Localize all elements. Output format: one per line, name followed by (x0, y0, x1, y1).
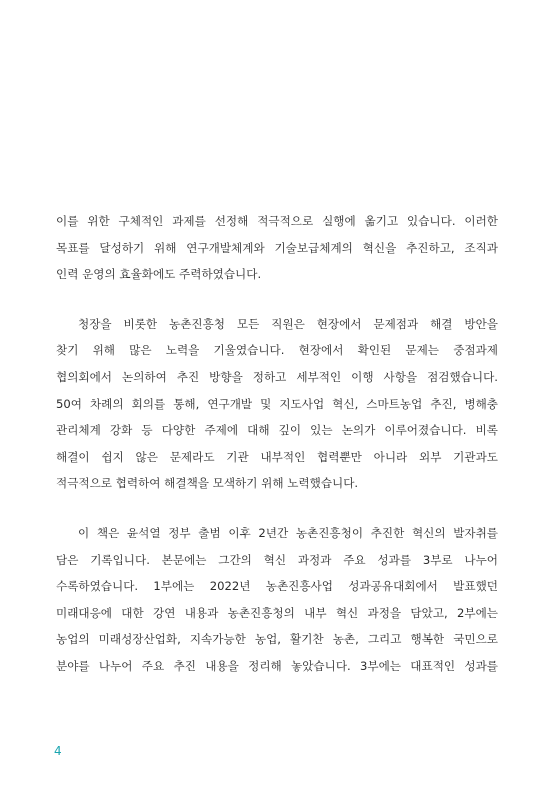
text-line: 인력 운영의 효율화에도 주력하였습니다. (56, 267, 262, 282)
paragraph-3 (56, 520, 498, 680)
page-number: 4 (54, 744, 62, 758)
text-line: 해결이 쉽지 않은 문제라도 기관 내부적인 협력뿐만 아니라 외부 기관과도 (56, 449, 498, 464)
text-line: 이를 위한 구체적인 과제를 선정해 적극적으로 실행에 옮기고 있습니다. 이러한 (56, 214, 498, 228)
text-line: 청장을 비롯한 농촌진흥청 모든 직원은 현장에서 문제점과 해결 방안을 (78, 316, 498, 331)
body-text (56, 208, 498, 703)
paragraph-1 (56, 208, 498, 288)
text-line: 협의회에서 논의하여 추진 방향을 정하고 세부적인 이행 사항을 점검했습니다. (56, 369, 498, 384)
text-line: 적극적으로 협력하여 해결책을 모색하기 위해 노력했습니다. (56, 476, 359, 491)
text-line: 이 책은 윤석열 정부 출범 이후 2년간 농촌진흥청이 추진한 혁신의 발자취를 (78, 525, 498, 540)
text-line: 50여 차례의 회의를 통해, 연구개발 및 지도사업 혁신, 스마트농업 추진, 병해충 (56, 396, 498, 411)
text-line: 수록하였습니다. 1부에는 2022년 농촌진흥사업 성과공유대회에서 발표했던 (56, 579, 498, 594)
text-line: 담은 기록입니다. 본문에는 그간의 혁신 과정과 주요 성과를 3부로 나누어 (56, 552, 498, 567)
text-line: 농업의 미래성장산업화, 지속가능한 농업, 활기찬 농촌, 그리고 행복한 국민으로 (56, 632, 498, 647)
text-line: 분야를 나누어 주요 추진 내용을 정리해 놓았습니다. 3부에는 대표적인 성과를 (56, 658, 498, 673)
text-line: 관리체계 강화 등 다양한 주제에 대해 깊이 있는 논의가 이루어졌습니다. 비록 (56, 423, 498, 438)
paragraph-2 (56, 311, 498, 497)
text-line: 찾기 위해 많은 노력을 기울였습니다. 현장에서 확인된 문제는 중점과제 (56, 343, 498, 358)
text-line: 미래대응에 대한 강연 내용과 농촌진흥청의 내부 혁신 과정을 담았고, 2부에는 (56, 605, 498, 620)
text-line: 목표를 달성하기 위해 연구개발체계와 기술보급체계의 혁신을 추진하고, 조직과 (56, 240, 498, 255)
